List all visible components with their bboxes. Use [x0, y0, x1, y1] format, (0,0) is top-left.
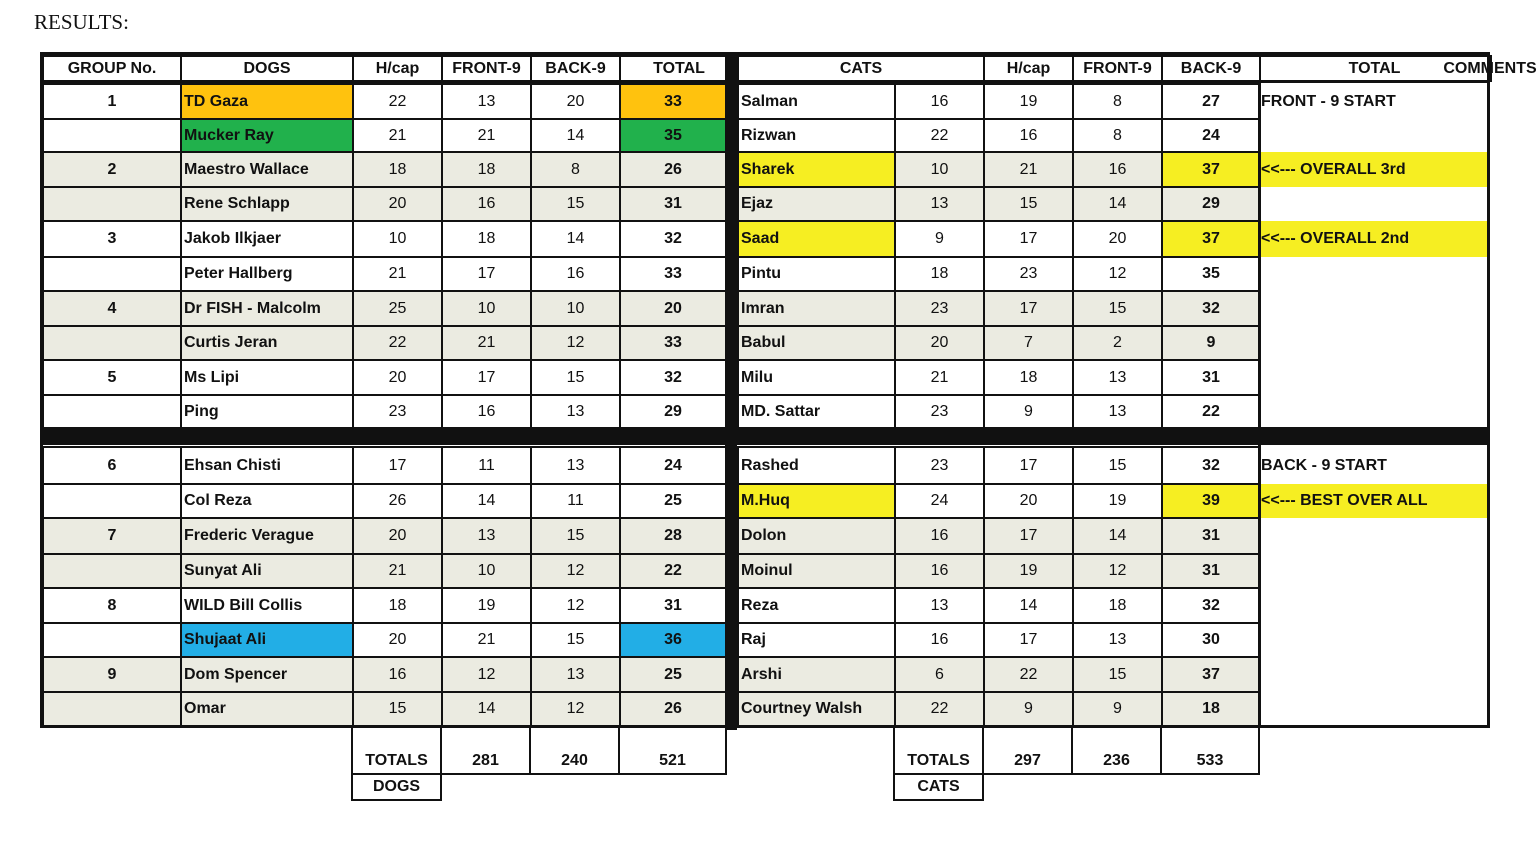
dog-total: 25	[619, 483, 727, 519]
cat-front9: 20	[983, 483, 1074, 519]
header-dogs-total: TOTAL	[619, 55, 739, 82]
dog-player-name: Frederic Verague	[180, 517, 354, 555]
cat-front9: 7	[983, 325, 1074, 361]
dog-total: 26	[619, 691, 727, 727]
dog-player-name: Ping	[180, 394, 354, 430]
cat-back9: 15	[1072, 290, 1163, 327]
cat-total: 27	[1161, 83, 1261, 120]
cat-back9: 19	[1072, 483, 1163, 519]
dog-handicap: 26	[352, 483, 443, 519]
group-number: 1	[42, 83, 182, 120]
dog-total: 33	[619, 325, 727, 361]
cat-player-name: Rashed	[737, 446, 896, 485]
dog-player-name: TD Gaza	[180, 83, 354, 120]
cat-total: 39	[1161, 483, 1261, 519]
cat-handicap: 24	[894, 483, 985, 519]
comment	[1259, 518, 1488, 554]
cat-player-name: Arshi	[737, 656, 896, 693]
cat-back9: 18	[1072, 587, 1163, 624]
cat-handicap: 16	[894, 553, 985, 589]
dog-handicap: 18	[352, 587, 443, 624]
dog-total: 28	[619, 517, 727, 555]
cat-player-name: Raj	[737, 622, 896, 658]
comment	[1259, 657, 1488, 692]
results-heading: RESULTS:	[34, 10, 129, 34]
cat-handicap: 23	[894, 290, 985, 327]
cat-front9: 17	[983, 622, 1074, 658]
cat-total: 24	[1161, 118, 1261, 153]
cat-player-name: Courtney Walsh	[737, 691, 896, 727]
cat-back9: 13	[1072, 359, 1163, 396]
dog-back9: 16	[530, 256, 621, 292]
dog-back9: 10	[530, 290, 621, 327]
comment: <<--- OVERALL 3rd	[1259, 152, 1488, 187]
dog-player-name: Peter Hallberg	[180, 256, 354, 292]
cat-total: 31	[1161, 359, 1261, 396]
cat-handicap: 23	[894, 446, 985, 485]
cat-player-name: M.Huq	[737, 483, 896, 519]
cat-total: 30	[1161, 622, 1261, 658]
dog-handicap: 20	[352, 359, 443, 396]
dog-total: 25	[619, 656, 727, 693]
dog-front9: 17	[441, 256, 532, 292]
cat-player-name: Babul	[737, 325, 896, 361]
cat-total: 32	[1161, 290, 1261, 327]
cat-back9: 12	[1072, 553, 1163, 589]
cat-handicap: 20	[894, 325, 985, 361]
comment: FRONT - 9 START	[1261, 92, 1396, 110]
dogs-totals-label: TOTALS	[351, 726, 442, 775]
dog-player-name: Curtis Jeran	[180, 325, 354, 361]
comment	[1259, 554, 1488, 588]
dog-player-name: Dr FISH - Malcolm	[180, 290, 354, 327]
dog-back9: 13	[530, 656, 621, 693]
cat-total: 37	[1161, 220, 1261, 258]
dog-front9: 14	[441, 691, 532, 727]
cat-player-name: Imran	[737, 290, 896, 327]
group-number	[42, 256, 182, 292]
cat-front9: 17	[983, 290, 1074, 327]
comment	[1259, 326, 1488, 360]
dog-front9: 21	[441, 622, 532, 658]
cat-total: 31	[1161, 517, 1261, 555]
cat-handicap: 23	[894, 394, 985, 430]
dogs-total-back9: 240	[529, 726, 620, 775]
cat-player-name: Moinul	[737, 553, 896, 589]
dog-handicap: 22	[352, 83, 443, 120]
cat-player-name: MD. Sattar	[737, 394, 896, 430]
header-cats: CATS	[737, 55, 985, 82]
group-number	[42, 325, 182, 361]
dog-back9: 15	[530, 359, 621, 396]
dog-handicap: 15	[352, 691, 443, 727]
dog-back9: 11	[530, 483, 621, 519]
cat-handicap: 13	[894, 587, 985, 624]
dog-player-name: Omar	[180, 691, 354, 727]
cat-handicap: 10	[894, 151, 985, 188]
cat-front9: 17	[983, 517, 1074, 555]
cat-player-name: Reza	[737, 587, 896, 624]
cat-back9: 8	[1072, 118, 1163, 153]
cats-total-overall: 533	[1160, 726, 1260, 775]
dog-back9: 14	[530, 118, 621, 153]
cat-front9: 9	[983, 691, 1074, 727]
dog-front9: 17	[441, 359, 532, 396]
header-group: GROUP No.	[42, 55, 182, 82]
dog-front9: 10	[441, 290, 532, 327]
cats-total-back9: 236	[1071, 726, 1162, 775]
dog-back9: 20	[530, 83, 621, 120]
dog-handicap: 22	[352, 325, 443, 361]
cat-front9: 16	[983, 118, 1074, 153]
group-number	[42, 394, 182, 430]
cat-total: 37	[1161, 151, 1261, 188]
dog-total: 33	[619, 83, 727, 120]
group-number: 9	[42, 656, 182, 693]
cat-handicap: 6	[894, 656, 985, 693]
cat-handicap: 21	[894, 359, 985, 396]
dog-back9: 12	[530, 691, 621, 727]
dog-player-name: Maestro Wallace	[180, 151, 354, 188]
comment: <<--- BEST OVER ALL	[1259, 484, 1488, 518]
cat-front9: 15	[983, 186, 1074, 222]
cat-back9: 2	[1072, 325, 1163, 361]
dog-front9: 18	[441, 220, 532, 258]
cat-total: 31	[1161, 553, 1261, 589]
group-number: 6	[42, 446, 182, 485]
dog-front9: 16	[441, 186, 532, 222]
cat-player-name: Saad	[737, 220, 896, 258]
group-number	[42, 186, 182, 222]
dog-player-name: Jakob Ilkjaer	[180, 220, 354, 258]
dog-front9: 13	[441, 517, 532, 555]
header-cats-front9: FRONT-9	[1072, 55, 1163, 82]
dog-total: 29	[619, 394, 727, 430]
comment: <<--- OVERALL 2nd	[1259, 221, 1488, 257]
dog-player-name: Col Reza	[180, 483, 354, 519]
dogs-total-front9: 281	[440, 726, 531, 775]
header-dogs: DOGS	[180, 55, 354, 82]
dog-handicap: 10	[352, 220, 443, 258]
dog-back9: 12	[530, 553, 621, 589]
cat-back9: 16	[1072, 151, 1163, 188]
group-number: 8	[42, 587, 182, 624]
cat-front9: 19	[983, 553, 1074, 589]
header-dogs-hcap: H/cap	[352, 55, 443, 82]
comment	[1259, 395, 1488, 429]
header-dogs-back9: BACK-9	[530, 55, 621, 82]
dog-front9: 19	[441, 587, 532, 624]
dog-total: 35	[619, 118, 727, 153]
dog-player-name: Sunyat Ali	[180, 553, 354, 589]
dog-total: 33	[619, 256, 727, 292]
dog-handicap: 23	[352, 394, 443, 430]
group-number	[42, 118, 182, 153]
cat-total: 37	[1161, 656, 1261, 693]
cat-back9: 13	[1072, 622, 1163, 658]
dog-back9: 14	[530, 220, 621, 258]
cat-back9: 14	[1072, 186, 1163, 222]
dog-front9: 12	[441, 656, 532, 693]
dog-total: 31	[619, 587, 727, 624]
dog-back9: 15	[530, 186, 621, 222]
cat-handicap: 9	[894, 220, 985, 258]
dog-handicap: 18	[352, 151, 443, 188]
comment	[1259, 257, 1488, 291]
cat-total: 18	[1161, 691, 1261, 727]
group-number: 7	[42, 517, 182, 555]
comment	[1259, 360, 1488, 395]
cat-handicap: 22	[894, 691, 985, 727]
header-rule	[40, 80, 1490, 83]
dog-total: 32	[619, 359, 727, 396]
cat-total: 29	[1161, 186, 1261, 222]
dog-player-name: Shujaat Ali	[180, 622, 354, 658]
header-comments: COMMENTS	[1488, 55, 1492, 82]
cat-player-name: Salman	[737, 83, 896, 120]
cat-front9: 18	[983, 359, 1074, 396]
header-dogs-front9: FRONT-9	[441, 55, 532, 82]
dog-handicap: 16	[352, 656, 443, 693]
group-number: 5	[42, 359, 182, 396]
dog-front9: 21	[441, 325, 532, 361]
cat-player-name: Dolon	[737, 517, 896, 555]
dog-back9: 12	[530, 325, 621, 361]
cat-handicap: 18	[894, 256, 985, 292]
group-number	[42, 483, 182, 519]
cat-front9: 17	[983, 446, 1074, 485]
header-cats-hcap: H/cap	[983, 55, 1074, 82]
cat-player-name: Pintu	[737, 256, 896, 292]
cat-front9: 19	[983, 83, 1074, 120]
cat-total: 22	[1161, 394, 1261, 430]
cats-team-label: CATS	[893, 773, 984, 801]
dog-player-name: Ms Lipi	[180, 359, 354, 396]
cat-back9: 20	[1072, 220, 1163, 258]
dog-total: 24	[619, 446, 727, 485]
dog-front9: 10	[441, 553, 532, 589]
dog-front9: 16	[441, 394, 532, 430]
cat-handicap: 22	[894, 118, 985, 153]
dogs-total-overall: 521	[618, 726, 727, 775]
cat-total: 9	[1161, 325, 1261, 361]
dog-total: 22	[619, 553, 727, 589]
cat-player-name: Milu	[737, 359, 896, 396]
dog-back9: 15	[530, 622, 621, 658]
dog-player-name: Rene Schlapp	[180, 186, 354, 222]
dog-player-name: WILD Bill Collis	[180, 587, 354, 624]
dog-player-name: Ehsan Chisti	[180, 446, 354, 485]
dog-front9: 18	[441, 151, 532, 188]
comment	[1259, 623, 1488, 657]
dog-handicap: 20	[352, 186, 443, 222]
cat-front9: 9	[983, 394, 1074, 430]
cat-front9: 22	[983, 656, 1074, 693]
dog-back9: 13	[530, 394, 621, 430]
section-divider	[40, 427, 1490, 444]
dog-back9: 15	[530, 517, 621, 555]
comment	[1259, 692, 1488, 726]
dog-handicap: 21	[352, 118, 443, 153]
cat-total: 35	[1161, 256, 1261, 292]
cats-total-front9: 297	[982, 726, 1073, 775]
comment	[1259, 588, 1488, 623]
dog-front9: 13	[441, 83, 532, 120]
dog-back9: 8	[530, 151, 621, 188]
dog-front9: 14	[441, 483, 532, 519]
header-cats-total: TOTAL	[1259, 55, 1490, 82]
cat-handicap: 13	[894, 186, 985, 222]
cat-handicap: 16	[894, 83, 985, 120]
group-number: 2	[42, 151, 182, 188]
cat-total: 32	[1161, 446, 1261, 485]
cats-totals-label: TOTALS	[893, 726, 984, 775]
cat-player-name: Rizwan	[737, 118, 896, 153]
cat-back9: 15	[1072, 656, 1163, 693]
dog-front9: 11	[441, 446, 532, 485]
dogs-team-label: DOGS	[351, 773, 442, 801]
cat-handicap: 16	[894, 517, 985, 555]
group-number	[42, 622, 182, 658]
dog-handicap: 20	[352, 517, 443, 555]
dog-player-name: Mucker Ray	[180, 118, 354, 153]
cat-player-name: Sharek	[737, 151, 896, 188]
cat-back9: 12	[1072, 256, 1163, 292]
group-number	[42, 691, 182, 727]
comment	[1259, 119, 1488, 152]
dog-handicap: 17	[352, 446, 443, 485]
cat-back9: 8	[1072, 83, 1163, 120]
dog-back9: 12	[530, 587, 621, 624]
comment	[1259, 187, 1488, 221]
dog-total: 20	[619, 290, 727, 327]
dog-handicap: 21	[352, 553, 443, 589]
cat-total: 32	[1161, 587, 1261, 624]
cat-player-name: Ejaz	[737, 186, 896, 222]
comment	[1259, 291, 1488, 326]
dog-total: 26	[619, 151, 727, 188]
cat-front9: 14	[983, 587, 1074, 624]
group-number	[42, 553, 182, 589]
dog-back9: 13	[530, 446, 621, 485]
dog-total: 36	[619, 622, 727, 658]
team-divider	[725, 52, 737, 730]
cat-handicap: 16	[894, 622, 985, 658]
dog-handicap: 20	[352, 622, 443, 658]
dog-handicap: 21	[352, 256, 443, 292]
dog-handicap: 25	[352, 290, 443, 327]
cat-back9: 9	[1072, 691, 1163, 727]
cat-front9: 23	[983, 256, 1074, 292]
group-number: 3	[42, 220, 182, 258]
dog-total: 32	[619, 220, 727, 258]
comment: BACK - 9 START	[1261, 456, 1387, 474]
group-number: 4	[42, 290, 182, 327]
cat-back9: 14	[1072, 517, 1163, 555]
cat-back9: 15	[1072, 446, 1163, 485]
dog-front9: 21	[441, 118, 532, 153]
dog-player-name: Dom Spencer	[180, 656, 354, 693]
header-cats-back9: BACK-9	[1161, 55, 1261, 82]
cat-front9: 17	[983, 220, 1074, 258]
dog-total: 31	[619, 186, 727, 222]
cat-front9: 21	[983, 151, 1074, 188]
cat-back9: 13	[1072, 394, 1163, 430]
